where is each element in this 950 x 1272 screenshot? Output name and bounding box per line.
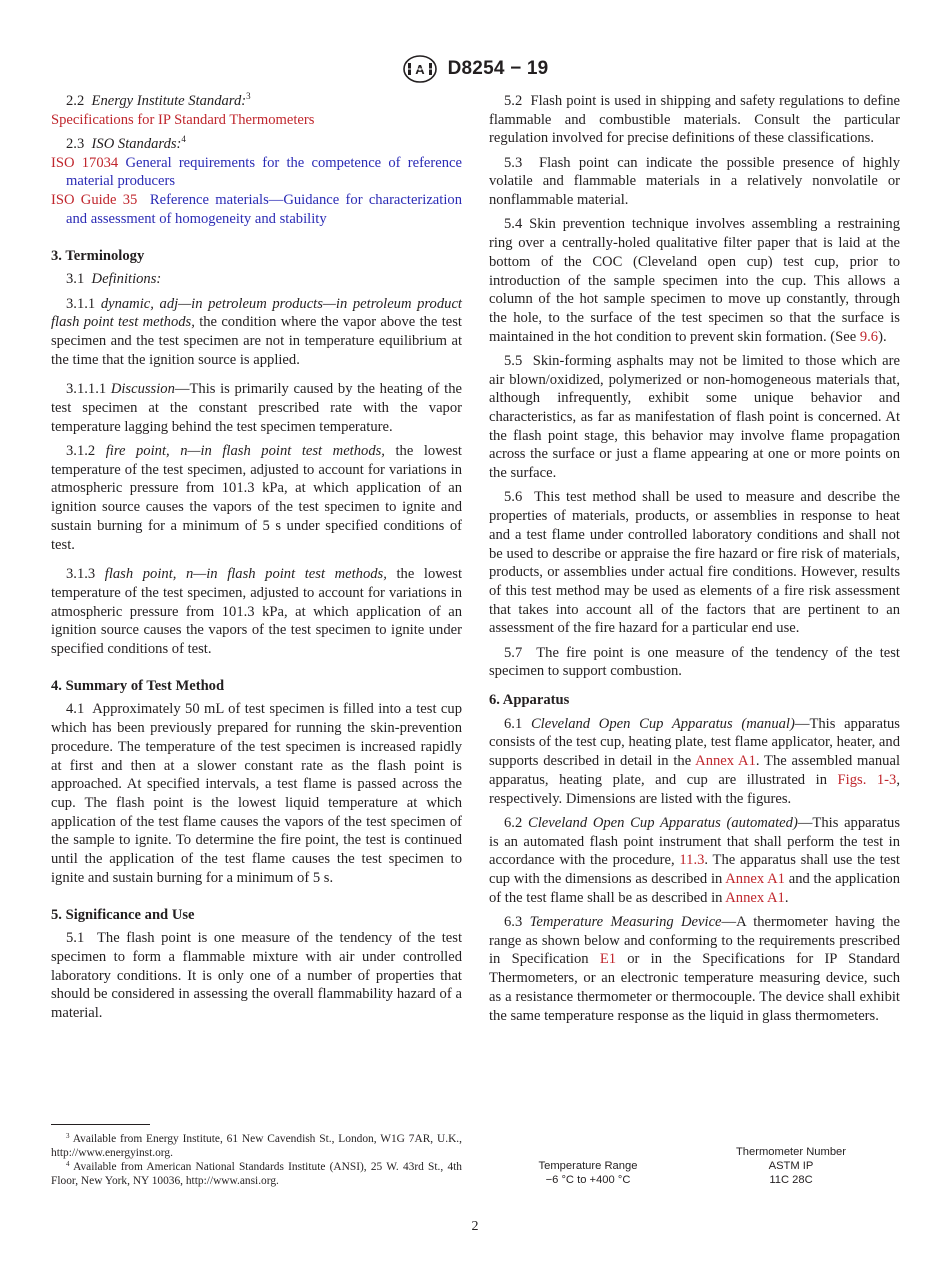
section-5-5: 5.5 Skin-forming asphalts may not be limited to those which are air blown/oxidized, polymerized or non-homogeneous materials that, although infrequently, exhibit some unique behavior and characteristics, as far as manifestation of flash point is concerned. At the flash point stage, this behavior may involve flame propagation across the surface or just a flame appearing at one or more points on the surface. xyxy=(489,352,900,482)
page-header xyxy=(0,54,950,84)
svg-text:A: A xyxy=(414,62,425,77)
ip-spec-link[interactable]: Specifications for IP Standard Thermometers xyxy=(51,111,315,128)
link-e1[interactable]: E1 xyxy=(599,951,617,968)
section-6-3: 6.3 Temperature Measuring Device—A thermometer having the range as shown below and conforming to the requirements prescribed in Specification E1 or in the Specifications for IP Standard Thermometers, or an electronic temperature measuring device, such as a resistance thermometer or thermocouple. The device shall exhibit the same temperature response as the liquid in glass thermometers. xyxy=(489,913,900,1024)
heading-significance-and-use: 5. Significance and Use xyxy=(51,906,195,923)
footnote-3: $^3$ Available from Energy Institute, 61 New Cavendish St., London, W1G 7AR, U.K., http://www.energyinst.org. xyxy=(51,1132,463,1159)
astm-logo-icon xyxy=(402,54,438,84)
temperature-range-value: −6 °C to +400 °C xyxy=(545,1174,631,1186)
temperature-range-header: Temperature Range xyxy=(538,1160,638,1172)
section-3-1-3: 3.1.3 flash point, n—in flash point test methods, the lowest temperature of the test specimen, adjusted to account for variations in atmospheric pressure from 101.3 kPa, at which application of an ignition source causes the vapors of the test specimen to ignite under specified conditions of test. xyxy=(51,566,462,658)
thermometer-number-header: Thermometer Number xyxy=(735,1146,847,1158)
footnote-divider xyxy=(51,1124,150,1125)
heading-terminology: 3. Terminology xyxy=(51,247,145,264)
section-5-2: 5.2 Flash point is used in shipping and safety regulations to define flammable and combustible materials. Consult the particular regulation involved for precise definitions of these classifications. xyxy=(489,93,901,147)
section-6-1: 6.1 Cleveland Open Cup Apparatus (manual)—This apparatus consists of the test cup, heating plate, test flame applicator, heater, and supports described in detail in the Annex A1. The assembled manual apparatus, heating plate, and cup are illustrated in Figs. 1-3, respectively. Dimensions are listed with the figures. xyxy=(489,715,901,807)
heading-summary-of-test-method: 4. Summary of Test Method xyxy=(51,677,225,694)
link-9-6[interactable]: 9.6 xyxy=(859,328,879,345)
link-11-3[interactable]: 11.3 xyxy=(679,852,705,869)
section-5-6: 5.6 This test method shall be used to measure and describe the properties of materials, products, or assemblies in response to heat and a test flame under controlled laboratory conditions and shall not be used to describe or appraise the fire hazard or fire risk of materials, products, or assemblies under actual fire conditions. However, results of this test method may be used as elements of a fire risk assessment that takes into account all of the factors that are pertinent to an assessment of the fire hazard for a particular end use. xyxy=(489,489,900,637)
section-2-2: 2.2 Energy Institute Standard:$^3$ xyxy=(66,91,251,109)
iso-17034-reference[interactable]: ISO 17034 General requirements for the competence of reference material producers xyxy=(51,154,462,190)
iso-guide-35-reference[interactable]: ISO Guide 35 Reference materials—Guidance for characterization and assessment of homogeneity and stability xyxy=(51,192,462,227)
section-2-3: 2.3 ISO Standards:$^4$ xyxy=(66,134,186,152)
right-column xyxy=(489,92,900,1031)
section-3-1: 3.1 Definitions: xyxy=(66,271,162,288)
link-figs-1-3[interactable]: Figs. 1-3 xyxy=(837,771,897,788)
section-5-3: 5.3 Flash point can indicate the possible presence of highly volatile and flammable materials in a relatively nonvolatile or nonflammable material. xyxy=(489,154,900,209)
section-5-1: 5.1 The flash point is one measure of the tendency of the test specimen to form a flammable mixture with air under controlled laboratory conditions. It is only one of a number of properties that should be considered in assessing the overall flammability hazard of a material. xyxy=(51,930,462,1022)
link-annex-a1[interactable]: Annex A1 xyxy=(725,870,785,887)
section-3-1-1: 3.1.1 dynamic, adj—in petroleum products—in petroleum product flash point test methods, the condition where the vapor above the test specimen and the test specimen are not in temperature equilibrium at the time that the ignition source is applied. xyxy=(51,295,462,368)
heading-apparatus: 6. Apparatus xyxy=(489,692,570,709)
astm-ip-header: ASTM IP xyxy=(768,1160,814,1172)
footnotes xyxy=(51,1132,462,1188)
link-annex-a1[interactable]: Annex A1 xyxy=(725,889,785,906)
section-3-1-2: 3.1.2 fire point, n—in flash point test methods, the lowest temperature of the test specimen, adjusted to account for variations in atmospheric pressure from 101.3 kPa, at which application of an ignition source causes the vapors of the test specimen to ignite and sustain burning for a minimum of 5 s under specified conditions of test. xyxy=(51,443,462,553)
page-number: 2 xyxy=(471,1219,479,1234)
link-annex-a1[interactable]: Annex A1 xyxy=(695,753,756,770)
section-5-7: 5.7 The fire point is one measure of the tendency of the test specimen to support combustion. xyxy=(489,644,900,680)
left-column xyxy=(51,92,462,1028)
thermometer-number-value: 11C 28C xyxy=(769,1174,813,1186)
footnote-4: $^4$ Available from American National Standards Institute (ANSI), 25 W. 43rd St., 4th Floor, New York, NY 10036, http://www.ansi.org. xyxy=(51,1160,463,1187)
section-5-4: 5.4 Skin prevention technique involves assembling a restraining ring over a centrally-holed qualitative filter paper that is laid at the bottom of the COC (Cleveland open cup) test cup, prior to introduction of the sample specimen into the cup. This allows a column of the hot sample specimen to move up constantly, through the hole, to the surface of the test specimen so that the surface is maintained in the hot condition to prevent skin formation. (See 9.6). xyxy=(489,216,901,345)
section-6-2: 6.2 Cleveland Open Cup Apparatus (automated)—This apparatus is an automated flash point instrument that shall perform the test in accordance with the procedure, 11.3. The apparatus shall use the test cup with the dimensions as described in Annex A1 and the application of the test flame shall be as described in Annex A1. xyxy=(489,814,900,906)
section-4-1: 4.1 Approximately 50 mL of test specimen is filled into a test cup which has been previously prepared for running the skin-prevention procedure. The temperature of the test specimen is increased rapidly at first and then at a slower constant rate as the flash point is approached. At specified intervals, a test flame is passed across the cup. The flash point is the lowest liquid temperature at which application of the test flame causes the vapors of the test specimen of the sample to ignite. To determine the fire point, the test is continued until the application of the test flame causes the test specimen to ignite and sustain burning for a minimum of 5 s. xyxy=(51,701,462,886)
section-3-1-1-1: 3.1.1.1 Discussion—This is primarily caused by the heating of the test specimen at the constant prescribed rate with the vapor temperature lagging behind the test specimen temperature. xyxy=(51,381,462,435)
document-designation: D8254 − 19 xyxy=(447,58,549,79)
